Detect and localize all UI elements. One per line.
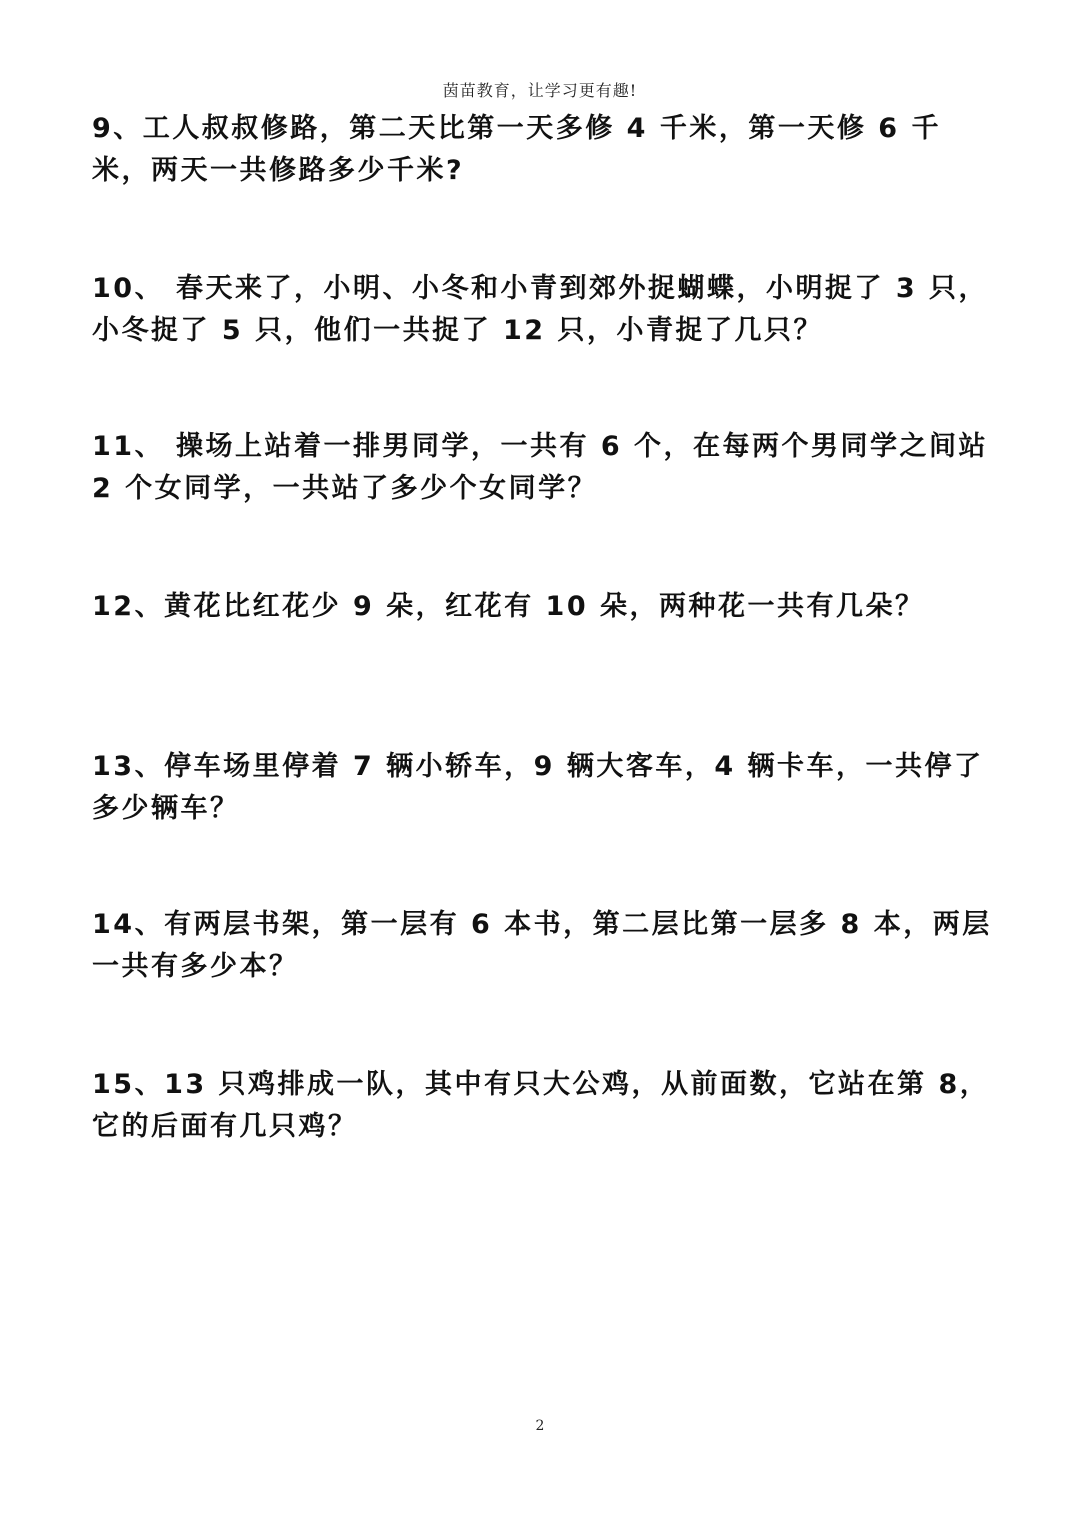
problem-11: 11、 操场上站着一排男同学，一共有 6 个，在每两个男同学之间站 2 个女同学，一共站了多少个女同学？ (92, 431, 989, 504)
problem-14: 14、有两层书架，第一层有 6 本书，第二层比第一层多 8 本，两层一共有多少本？ (92, 909, 992, 982)
problem-13: 13、停车场里停着 7 辆小轿车，9 辆大客车，4 辆卡车，一共停了多少辆车？ (92, 751, 984, 824)
problem-10: 10、 春天来了，小明、小冬和小青到郊外捉蝴蝶，小明捉了 3 只，小冬捉了 5 只，他们一共捉了 12 只，小青捉了几只？ (92, 273, 989, 346)
problem-15: 15、13 只鸡排成一队，其中有只大公鸡，从前面数，它站在第 8，它的后面有几只鸡？ (92, 1069, 990, 1142)
problem-12: 12、黄花比红花少 9 朵，红花有 10 朵，两种花一共有几朵？ (92, 591, 925, 622)
page-number: 2 (535, 1418, 545, 1434)
problem-9: 9、工人叔叔修路，第二天比第一天多修 4 千米，第一天修 6 千米，两天一共修路多少千米? (92, 113, 941, 186)
page-header: 茵苗教育，让学习更有趣! (442, 81, 638, 100)
